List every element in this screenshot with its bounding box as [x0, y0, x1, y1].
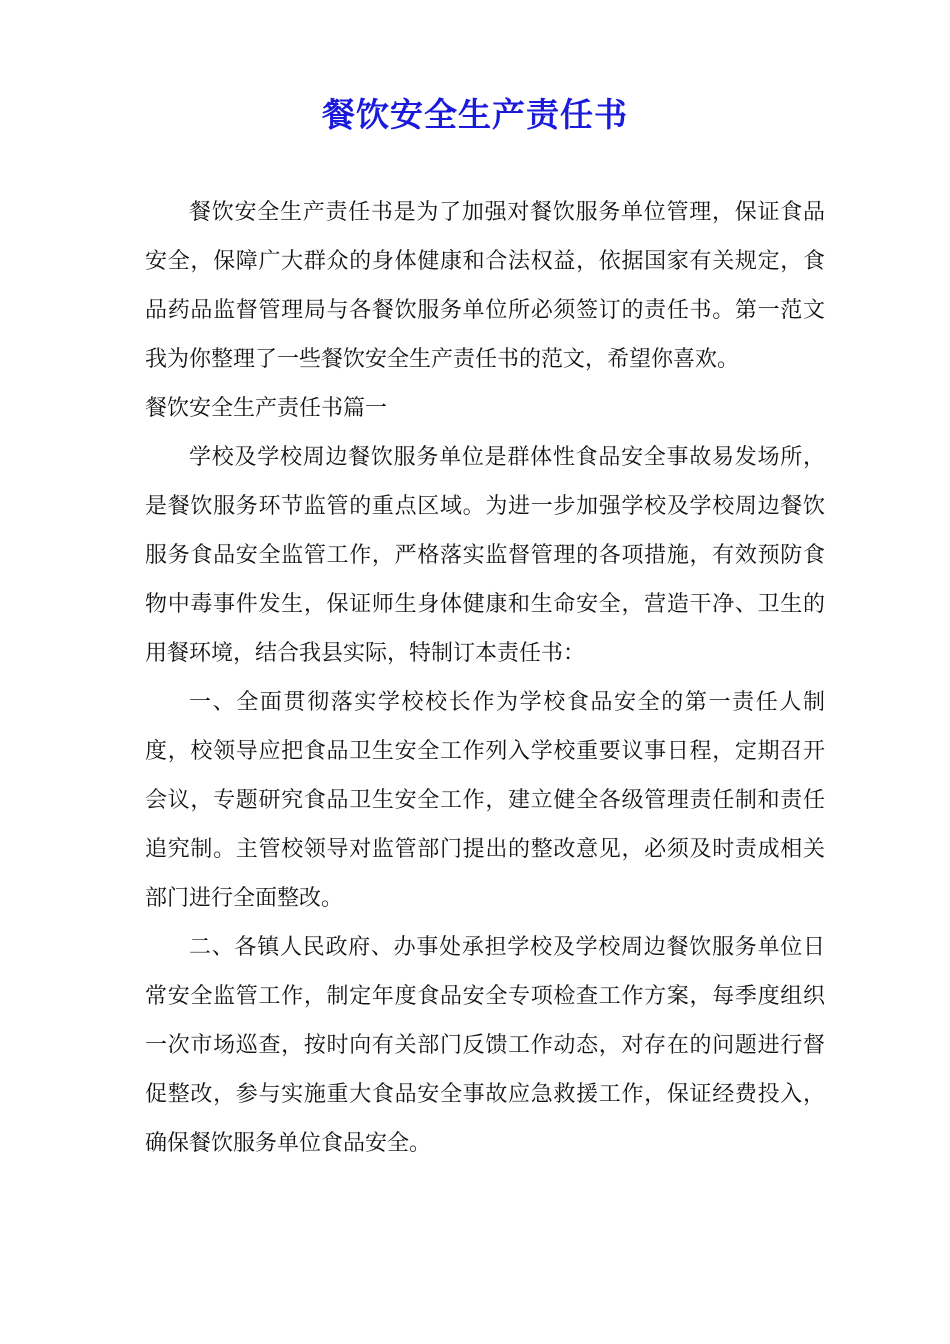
- body-paragraph: 学校及学校周边餐饮服务单位是群体性食品安全事故易发场所，是餐饮服务环节监管的重点区域。为进一步加强学校及学校周边餐饮服务食品安全监管工作，严格落实监督管理的各项措施，有效预防食物中毒事件发生，保证师生身体健康和生命安全，营造干净、卫生的用餐环境，结合我县实际，特制订本责任书：: [145, 445, 825, 666]
- document-title: 餐饮安全生产责任书: [322, 95, 628, 134]
- document-body: [145, 188, 825, 1168]
- body-paragraph: 一、全面贯彻落实学校校长作为学校食品安全的第一责任人制度，校领导应把食品卫生安全工作列入学校重要议事日程，定期召开会议，专题研究食品卫生安全工作，建立健全各级管理责任制和责任追究制。主管校领导对监管部门提出的整改意见，必须及时责成相关部门进行全面整改。: [145, 690, 825, 911]
- section-heading: 餐饮安全生产责任书篇一: [145, 396, 388, 421]
- body-paragraph: 二、各镇人民政府、办事处承担学校及学校周边餐饮服务单位日常安全监管工作，制定年度食品安全专项检查工作方案，每季度组织一次市场巡查，按时向有关部门反馈工作动态，对存在的问题进行督促整改，参与实施重大食品安全事故应急救援工作，保证经费投入，确保餐饮服务单位食品安全。: [145, 935, 825, 1156]
- intro-paragraph: 餐饮安全生产责任书是为了加强对餐饮服务单位管理，保证食品安全，保障广大群众的身体健康和合法权益，依据国家有关规定，食品药品监督管理局与各餐饮服务单位所必须签订的责任书。第一范文我为你整理了一些餐饮安全生产责任书的范文，希望你喜欢。: [145, 200, 825, 372]
